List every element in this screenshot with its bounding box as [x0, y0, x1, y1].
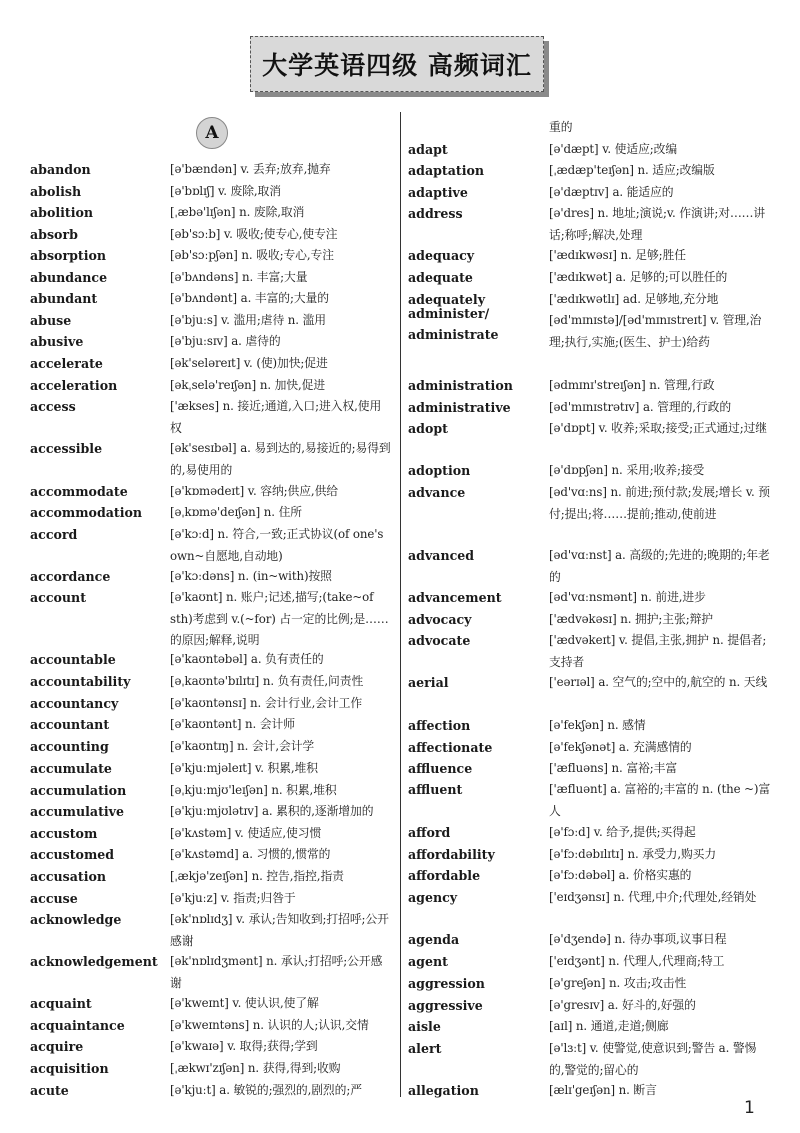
definition: [ədmɪnɪ'streɪʃən] n. 管理,行政 — [549, 378, 715, 392]
definition: ['æfluəns] n. 富裕;丰富 — [549, 761, 678, 775]
headword: abundance — [30, 270, 108, 285]
definition: [ə'dɒpt] v. 收养;采取;接受;正式通过;过继 — [549, 421, 768, 435]
definition: ['ækses] n. 接近;通道,入口;进入权,使用权 — [170, 399, 382, 435]
definition: [ə'kɒmədeɪt] v. 容纳;供应,供给 — [170, 484, 338, 498]
headword: accuse — [30, 891, 78, 906]
headword: accessible — [30, 441, 103, 456]
headword: agency — [408, 890, 458, 905]
headword: abuse — [30, 313, 72, 328]
definition: [ə'bjuːs] v. 滥用;虐待 n. 滥用 — [170, 313, 326, 327]
headword: accountant — [30, 717, 110, 732]
headword: abolition — [30, 205, 94, 220]
definition: [ə'kwaɪə] v. 取得;获得;学到 — [170, 1039, 318, 1053]
definition: [ə'kaʊnt] n. 账户;记述,描写;(take~of sth)考虑到 v.(~for) 占一定的比例;是……的原因;解释,说明 — [170, 590, 389, 647]
headword: abusive — [30, 334, 84, 349]
headword: acknowledgement — [30, 954, 158, 969]
definition: [ə'bɒlɪʃ] v. 废除,取消 — [170, 184, 281, 198]
headword: advancement — [408, 590, 502, 605]
page-number: 1 — [744, 1098, 755, 1118]
headword: agenda — [408, 932, 460, 947]
headword: administration — [408, 378, 513, 393]
definition: [ə'kaʊntənt] n. 会计师 — [170, 717, 295, 731]
headword: accumulation — [30, 783, 127, 798]
headword: acquaint — [30, 996, 92, 1011]
headword: acceleration — [30, 378, 118, 393]
definition: [ə'kjuːz] v. 指责;归咎于 — [170, 891, 296, 905]
headword: advanced — [408, 548, 475, 563]
headword: absorption — [30, 248, 107, 263]
definition: [ək'nɒlɪdʒ] v. 承认;告知收到;打招呼;公开感谢 — [170, 912, 389, 948]
definition: [əb'sɔːpʃən] n. 吸收;专心,专注 — [170, 248, 334, 262]
headword: accord — [30, 527, 78, 542]
definition: [əˌkjuːmjʊ'leɪʃən] n. 积累,堆积 — [170, 783, 337, 797]
headword: accountancy — [30, 696, 119, 711]
headword: adaptive — [408, 185, 468, 200]
headword: accountability — [30, 674, 131, 689]
definition: [ˌæbə'lɪʃən] n. 废除,取消 — [170, 205, 305, 219]
definition: [ə'fɔːdəbəl] a. 价格实惠的 — [549, 868, 692, 882]
headword: abandon — [30, 162, 91, 177]
definition: [ə'fekʃənət] a. 充满感情的 — [549, 740, 692, 754]
headword: acknowledge — [30, 912, 122, 927]
headword: adequacy — [408, 248, 475, 263]
definition: ['eərɪəl] a. 空气的;空中的,航空的 n. 天线 — [549, 675, 768, 689]
headword: acute — [30, 1083, 69, 1098]
headword: adopt — [408, 421, 448, 436]
headword: administer/ administrate — [408, 306, 499, 342]
definition: [ə'kjuːmjʊlətɪv] a. 累积的,逐渐增加的 — [170, 804, 374, 818]
definition: ['ædɪkwətlɪ] ad. 足够地,充分地 — [549, 292, 719, 306]
headword: afford — [408, 825, 451, 840]
definition: [ə'bʌndəns] n. 丰富;大量 — [170, 270, 308, 284]
definition: [ək'nɒlɪdʒmənt] n. 承认;打招呼;公开感谢 — [170, 954, 383, 990]
headword: accumulate — [30, 761, 112, 776]
definition: [ˌækwɪ'zɪʃən] n. 获得,得到;收购 — [170, 1061, 341, 1075]
definition: [ə'greʃən] n. 攻击;攻击性 — [549, 976, 687, 990]
headword: advance — [408, 485, 466, 500]
definition: [əˌkaʊntə'bɪlɪtɪ] n. 负有责任,问责性 — [170, 674, 364, 688]
definition: [ək'sesɪbəl] a. 易到达的,易接近的;易得到的,易使用的 — [170, 441, 391, 477]
headword: accustom — [30, 826, 98, 841]
headword: accumulative — [30, 804, 125, 819]
definition: [ə'kɔːdəns] n. (in~with)按照 — [170, 569, 332, 583]
headword: accommodate — [30, 484, 128, 499]
definition: [ælɪ'geɪʃən] n. 断言 — [549, 1083, 657, 1097]
headword: adaptation — [408, 163, 485, 178]
headword: affluent — [408, 782, 463, 797]
headword: account — [30, 590, 87, 605]
headword: adequate — [408, 270, 473, 285]
definition: ['ædvəkeɪt] v. 提倡,主张,拥护 n. 提倡者;支持者 — [549, 633, 767, 669]
definition: [ə'gresɪv] a. 好斗的,好强的 — [549, 998, 696, 1012]
definition: ['æfluənt] a. 富裕的;丰富的 n. (the ~)富人 — [549, 782, 771, 818]
headword: affection — [408, 718, 471, 733]
headword: agent — [408, 954, 448, 969]
definition: [ə'kɔːd] n. 符合,一致;正式协议(of one's own~自愿地,自动地) — [170, 527, 384, 563]
definition: [ə'fɔːd] v. 给予,提供;买得起 — [549, 825, 696, 839]
definition: [ə'dres] n. 地址;演说;v. 作演讲;对……讲话;称呼;解决,处理 — [549, 206, 766, 242]
definition: [ə'kweɪntəns] n. 认识的人;认识,交情 — [170, 1018, 369, 1032]
headword: accounting — [30, 739, 109, 754]
definition: [ə'bjuːsɪv] a. 虐待的 — [170, 334, 281, 348]
headword: accommodation — [30, 505, 143, 520]
definition: ['eɪdʒənt] n. 代理人,代理商;特工 — [549, 954, 725, 968]
definition: [ˌædæp'teɪʃən] n. 适应;改编版 — [549, 163, 715, 177]
definition: [ə'fɔːdəbɪlɪtɪ] n. 承受力,购买力 — [549, 847, 717, 861]
column-divider — [400, 112, 401, 1097]
headword: absorb — [30, 227, 78, 242]
headword: accelerate — [30, 356, 103, 371]
headword: accusation — [30, 869, 107, 884]
definition: [ə'dʒendə] n. 待办事项,议事日程 — [549, 932, 727, 946]
definition: [ə'dæptɪv] a. 能适应的 — [549, 185, 674, 199]
definition: [ə'bændən] v. 丢弃;放弃,抛弃 — [170, 162, 331, 176]
definition: [ˌækjə'zeɪʃən] n. 控告,指控,指责 — [170, 869, 344, 883]
headword: adequately — [408, 292, 486, 307]
headword: abundant — [30, 291, 98, 306]
definition: [ək'seləreɪt] v. (使)加快;促进 — [170, 356, 328, 370]
definition: [əd'mɪnɪstrətɪv] a. 管理的,行政的 — [549, 400, 732, 414]
headword: acquisition — [30, 1061, 109, 1076]
headword: allegation — [408, 1083, 479, 1098]
definition: [ə'kʌstəmd] a. 习惯的,惯常的 — [170, 847, 331, 861]
headword: aggression — [408, 976, 485, 991]
headword: affordability — [408, 847, 495, 862]
definition: [əd'vɑːns] n. 前进;预付款;发展;增长 v. 预付;提出;将……提前;推动,使前进 — [549, 485, 770, 521]
definition: ['ædɪkwət] a. 足够的;可以胜任的 — [549, 270, 728, 284]
headword: abolish — [30, 184, 82, 199]
definition: [ə'kaʊntɪŋ] n. 会计,会计学 — [170, 739, 315, 753]
definition: [ə'kʌstəm] v. 使适应,使习惯 — [170, 826, 322, 840]
definition: [aɪl] n. 通道,走道;侧廊 — [549, 1019, 669, 1033]
definition: [ə'kaʊntənsɪ] n. 会计行业,会计工作 — [170, 696, 363, 710]
definition: 重的 — [549, 120, 573, 134]
headword: accordance — [30, 569, 111, 584]
section-letter-badge: A — [196, 117, 228, 149]
headword: access — [30, 399, 76, 414]
headword: affluence — [408, 761, 473, 776]
headword: adoption — [408, 463, 471, 478]
headword: aggressive — [408, 998, 483, 1013]
headword: adapt — [408, 142, 448, 157]
headword: acquire — [30, 1039, 84, 1054]
headword: affectionate — [408, 740, 493, 755]
headword: aisle — [408, 1019, 441, 1034]
headword: alert — [408, 1041, 442, 1056]
headword: address — [408, 206, 463, 221]
definition: ['ædɪkwəsɪ] n. 足够;胜任 — [549, 248, 686, 262]
definition: [ə'lɜːt] v. 使警觉,使意识到;警告 a. 警惕的,警觉的;留心的 — [549, 1041, 757, 1077]
definition: ['ædvəkəsɪ] n. 拥护;主张;辩护 — [549, 612, 713, 626]
definition: [əd'vɑːnst] a. 高级的;先进的;晚期的;年老的 — [549, 548, 770, 584]
page-title-box — [250, 36, 544, 92]
definition: ['eɪdʒənsɪ] n. 代理,中介;代理处,经销处 — [549, 890, 757, 904]
definition: [ə'kaʊntəbəl] a. 负有责任的 — [170, 652, 324, 666]
definition: [ə'dɒpʃən] n. 采用;收养;接受 — [549, 463, 705, 477]
definition: [ə'bʌndənt] a. 丰富的;大量的 — [170, 291, 329, 305]
definition: [ə'kjuːmjəleɪt] v. 积累,堆积 — [170, 761, 318, 775]
headword: advocacy — [408, 612, 472, 627]
definition: [ə'kweɪnt] v. 使认识,使了解 — [170, 996, 319, 1010]
definition: [ə'dæpt] v. 使适应;改编 — [549, 142, 678, 156]
headword: aerial — [408, 675, 449, 690]
definition: [əb'sɔːb] v. 吸收;使专心,使专注 — [170, 227, 338, 241]
page-title: 大学英语四级 高频词汇 — [262, 51, 532, 80]
definition: [əˌkɒmə'deɪʃən] n. 住所 — [170, 505, 302, 519]
definition: [ə'kjuːt] a. 敏锐的;强烈的,剧烈的;严 — [170, 1083, 362, 1097]
definition: [əkˌselə'reɪʃən] n. 加快,促进 — [170, 378, 326, 392]
definition: [ə'fekʃən] n. 感情 — [549, 718, 646, 732]
headword: advocate — [408, 633, 471, 648]
headword: accountable — [30, 652, 116, 667]
headword: accustomed — [30, 847, 115, 862]
definition: [əd'mɪnɪstə]/[əd'mɪnɪstreɪt] v. 管理,治理;执行,实施;(医生、护士)给药 — [549, 313, 762, 349]
headword: administrative — [408, 400, 511, 415]
headword: acquaintance — [30, 1018, 125, 1033]
headword: affordable — [408, 868, 481, 883]
definition: [əd'vɑːnsmənt] n. 前进,进步 — [549, 590, 706, 604]
